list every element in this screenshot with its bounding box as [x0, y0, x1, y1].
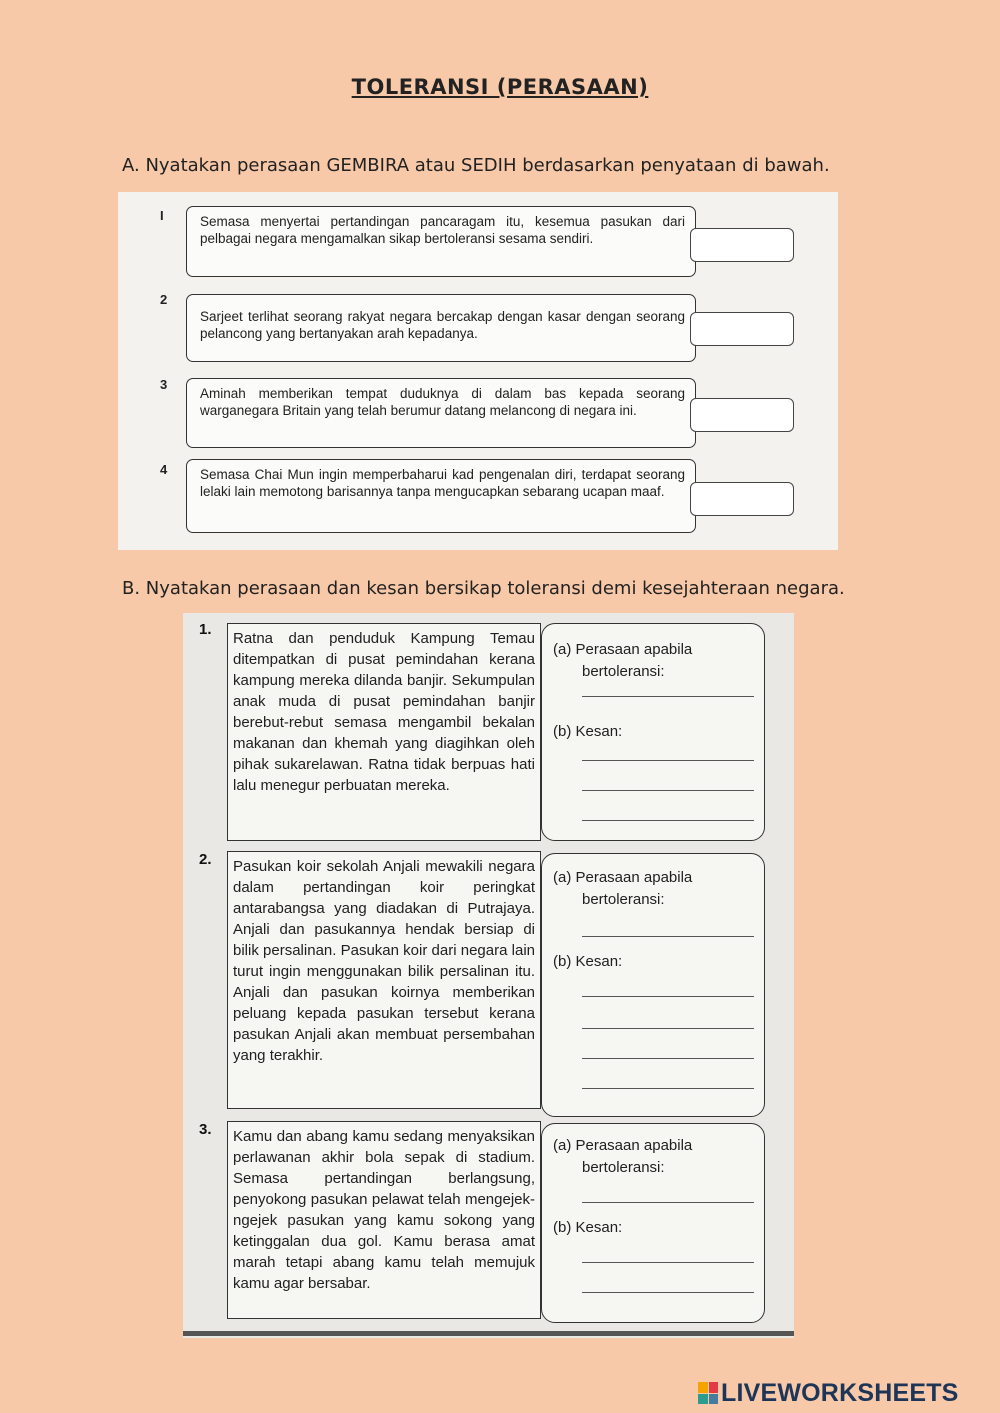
item-b1-response-box	[541, 623, 765, 841]
item-b1-answer-b-line-3[interactable]	[582, 820, 754, 821]
item-b3-answer-b-line-2[interactable]	[582, 1292, 754, 1293]
item-b1-answer-b-line-1[interactable]	[582, 760, 754, 761]
worksheet-title: TOLERANSI (PERASAAN)	[351, 75, 649, 99]
item-a1-number: I	[160, 208, 164, 223]
item-b3-answer-b-line-1[interactable]	[582, 1262, 754, 1263]
section-b-panel	[183, 613, 794, 1338]
item-b3-label-a-cont: bertoleransi:	[582, 1159, 665, 1176]
item-b1-label-a-cont: bertoleransi:	[582, 663, 665, 680]
item-a4-answer-box[interactable]	[690, 482, 794, 516]
item-b2-answer-a-line[interactable]	[582, 936, 754, 937]
section-a-panel	[118, 192, 838, 550]
item-b3-answer-a-line[interactable]	[582, 1202, 754, 1203]
item-a4-number: 4	[160, 462, 168, 477]
item-b1-label-b: (b) Kesan:	[553, 723, 623, 740]
item-b2-label-b: (b) Kesan:	[553, 953, 623, 970]
item-b2-label-a: (a) Perasaan apabila	[553, 869, 693, 886]
item-b3-response-box	[541, 1123, 765, 1323]
item-b1-answer-a-line[interactable]	[582, 696, 754, 697]
liveworksheets-logo-text: LIVEWORKSHEETS	[721, 1378, 959, 1407]
section-b-instruction: B. Nyatakan perasaan dan kesan bersikap toleransi demi kesejahteraan negara.	[122, 578, 845, 599]
item-b2-response-box	[541, 853, 765, 1117]
item-b2-number: 2.	[199, 851, 212, 868]
item-b2-answer-b-line-1[interactable]	[582, 996, 754, 997]
item-a1-statement: Semasa menyertai pertandingan pancaragam itu, kesemua pasukan dari pelbagai negara mengamalkan sikap bertoleransi sesama sendiri.	[186, 206, 696, 277]
item-a3-statement: Aminah memberikan tempat duduknya di dalam bas kepada seorang warganegara Britain yang telah berumur datang melancong di negara ini.	[186, 378, 696, 448]
item-a4-statement: Semasa Chai Mun ingin memperbaharui kad pengenalan diri, terdapat seorang lelaki lain memotong barisannya tanpa mengucapkan sebarang ucapan maaf.	[186, 459, 696, 533]
item-a2-number: 2	[160, 292, 168, 307]
item-b1-label-a: (a) Perasaan apabila	[553, 641, 693, 658]
item-b3-story: Kamu dan abang kamu sedang menyaksikan perlawanan akhir bola sepak di stadium. Semasa pertandingan berlangsung, penyokong pasukan pelawat telah mengejek-ngejek pasukan yang kamu sokong yang ketinggalan dua gol. Kamu berasa amat marah tetapi abang kamu telah memujuk kamu agar bersabar.	[227, 1121, 541, 1319]
liveworksheets-logo	[698, 1378, 959, 1408]
item-b3-label-b: (b) Kesan:	[553, 1219, 623, 1236]
item-b2-label-a-cont: bertoleransi:	[582, 891, 665, 908]
item-a3-number: 3	[160, 377, 168, 392]
item-a2-answer-box[interactable]	[690, 312, 794, 346]
liveworksheets-logo-icon	[698, 1382, 718, 1404]
item-b1-number: 1.	[199, 621, 212, 638]
item-b3-label-a: (a) Perasaan apabila	[553, 1137, 693, 1154]
item-b2-answer-b-line-4[interactable]	[582, 1088, 754, 1089]
item-a3-answer-box[interactable]	[690, 398, 794, 432]
scan-bottom-border	[183, 1331, 794, 1336]
item-b2-answer-b-line-2[interactable]	[582, 1028, 754, 1029]
section-a-instruction: A. Nyatakan perasaan GEMBIRA atau SEDIH berdasarkan penyataan di bawah.	[122, 155, 830, 176]
item-b1-answer-b-line-2[interactable]	[582, 790, 754, 791]
item-b2-story: Pasukan koir sekolah Anjali mewakili negara dalam pertandingan koir peringkat antarabangsa yang diadakan di Putrajaya. Anjali dan pasukannya hendak bersiap di bilik persalinan. Pasukan koir dari negara lain turut ingin menggunakan bilik persalinan itu. Anjali dan pasukan koirnya memberikan peluang kepada pasukan tersebut kerana pasukan Anjali akan membuat persembahan yang terakhir.	[227, 851, 541, 1109]
item-a1-answer-box[interactable]	[690, 228, 794, 262]
item-b3-number: 3.	[199, 1121, 212, 1138]
item-b1-story: Ratna dan penduduk Kampung Temau ditempatkan di pusat pemindahan kerana kampung mereka dilanda banjir. Sekumpulan anak muda di pusat pemindahan banjir berebut-rebut semasa mengambil bekalan makanan dan khemah yang diagihkan oleh pihak sukarelawan. Ratna tidak berpuas hati lalu menegur perbuatan mereka.	[227, 623, 541, 841]
item-b2-answer-b-line-3[interactable]	[582, 1058, 754, 1059]
item-a2-statement: Sarjeet terlihat seorang rakyat negara bercakap dengan kasar dengan seorang pelancong yang bertanyakan arah kepadanya.	[186, 294, 696, 362]
